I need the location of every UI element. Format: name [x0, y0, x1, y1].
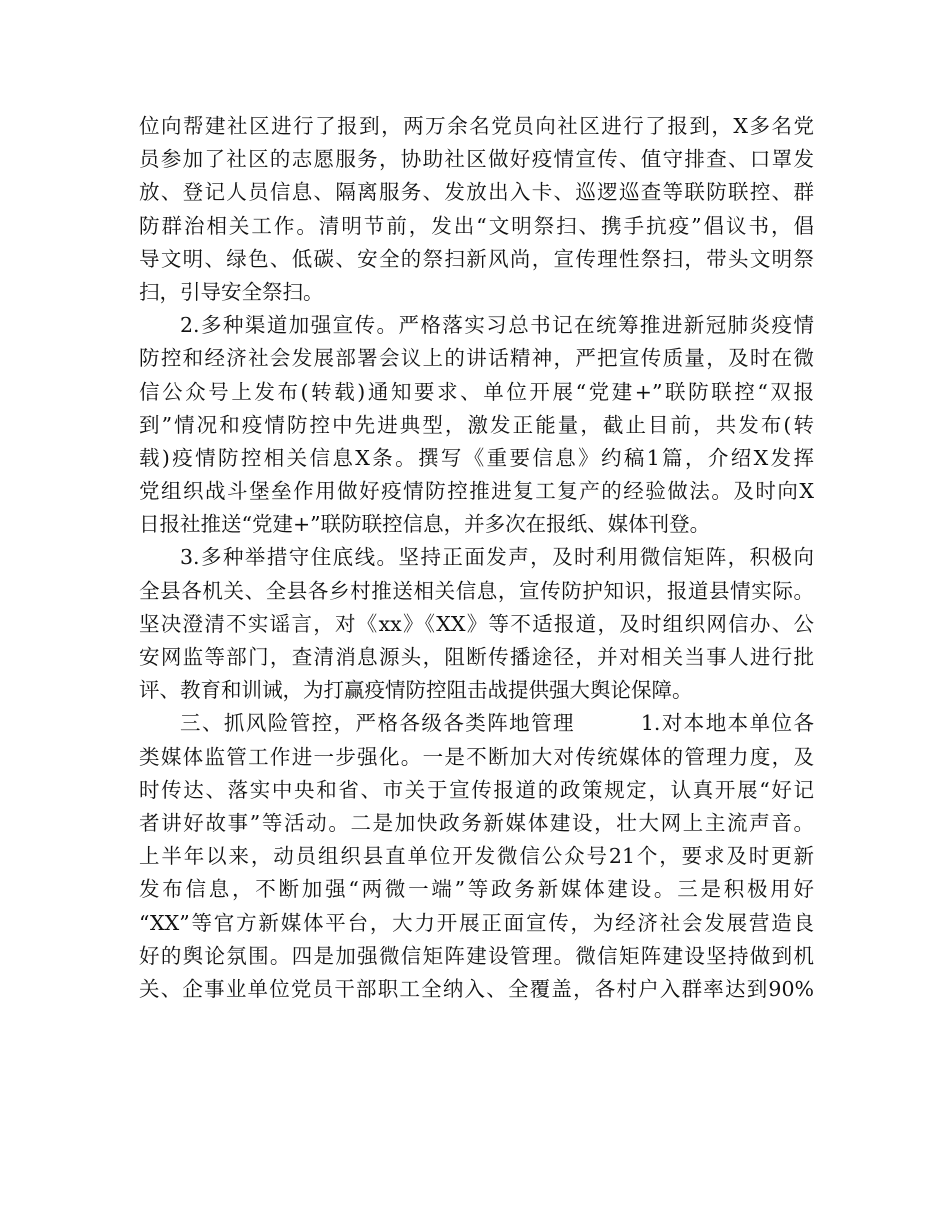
text-line: 评、教育和训诫，为打赢疫情防控阻击战提供强大舆论保障。	[139, 678, 693, 703]
text-line: 上半年以来，动员组织县直单位开发微信公众号21个，要求及时更新	[139, 844, 814, 869]
text-line: 到”情况和疫情防控中先进典型，激发正能量，截止目前，共发布(转	[139, 412, 814, 437]
text-line: 三、抓风险管控，严格各级各类阵地管理 1.对本地本单位各	[180, 711, 814, 736]
text-line: 发布信息，不断加强“两微一端”等政务新媒体建设。三是积极用好	[139, 877, 814, 902]
text-line: 防群治相关工作。清明节前，发出“文明祭扫、携手抗疫”倡议书，倡	[139, 213, 814, 238]
text-line: 载)疫情防控相关信息X条。撰写《重要信息》约稿1篇，介绍X发挥	[139, 445, 814, 470]
text-line: “XX”等官方新媒体平台，大力开展正面宣传，为经济社会发展营造良	[139, 910, 814, 935]
text-line: 员参加了社区的志愿服务，协助社区做好疫情宣传、值守排查、口罩发	[139, 147, 814, 172]
text-line: 好的舆论氛围。四是加强微信矩阵建设管理。微信矩阵建设坚持做到机	[139, 943, 814, 968]
text-line: 日报社推送“党建+”联防联控信息，并多次在报纸、媒体刊登。	[139, 512, 711, 537]
text-line: 者讲好故事”等活动。二是加快政务新媒体建设，壮大网上主流声音。	[139, 810, 814, 835]
text-line: 防控和经济社会发展部署会议上的讲话精神，严把宣传质量，及时在微	[139, 346, 814, 371]
text-line: 导文明、绿色、低碳、安全的祭扫新风尚，宣传理性祭扫，带头文明祭	[139, 246, 814, 271]
text-line: 坚决澄清不实谣言，对《xx》《XX》等不适报道，及时组织网信办、公	[139, 611, 814, 636]
text-line: 位向帮建社区进行了报到，两万余名党员向社区进行了报到，X多名党	[139, 114, 814, 138]
text-line: 信公众号上发布(转载)通知要求、单位开展“党建+”联防联控“双报	[139, 379, 814, 404]
text-line: 全县各机关、全县各乡村推送相关信息，宣传防护知识，报道县情实际。	[139, 578, 814, 603]
text-line: 时传达、落实中央和省、市关于宣传报道的政策规定，认真开展“好记	[139, 777, 814, 802]
text-line: 党组织战斗堡垒作用做好疫情防控推进复工复产的经验做法。及时向X	[139, 479, 814, 504]
text-line: 关、企事业单位党员干部职工全纳入、全覆盖，各村户入群率达到90%	[139, 976, 814, 1001]
body-text	[139, 110, 814, 1006]
text-line: 2.多种渠道加强宣传。严格落实习总书记在统筹推进新冠肺炎疫情	[180, 313, 814, 338]
text-line: 3.多种举措守住底线。坚持正面发声，及时利用微信矩阵，积极向	[180, 545, 814, 570]
text-line: 安网监等部门，查清消息源头，阻断传播途径，并对相关当事人进行批	[139, 645, 814, 669]
text-line: 扫，引导安全祭扫。	[139, 279, 324, 304]
text-line: 类媒体监管工作进一步强化。一是不断加大对传统媒体的管理力度，及	[139, 744, 814, 769]
text-line: 放、登记人员信息、隔离服务、发放出入卡、巡逻巡查等联防联控、群	[139, 180, 814, 205]
